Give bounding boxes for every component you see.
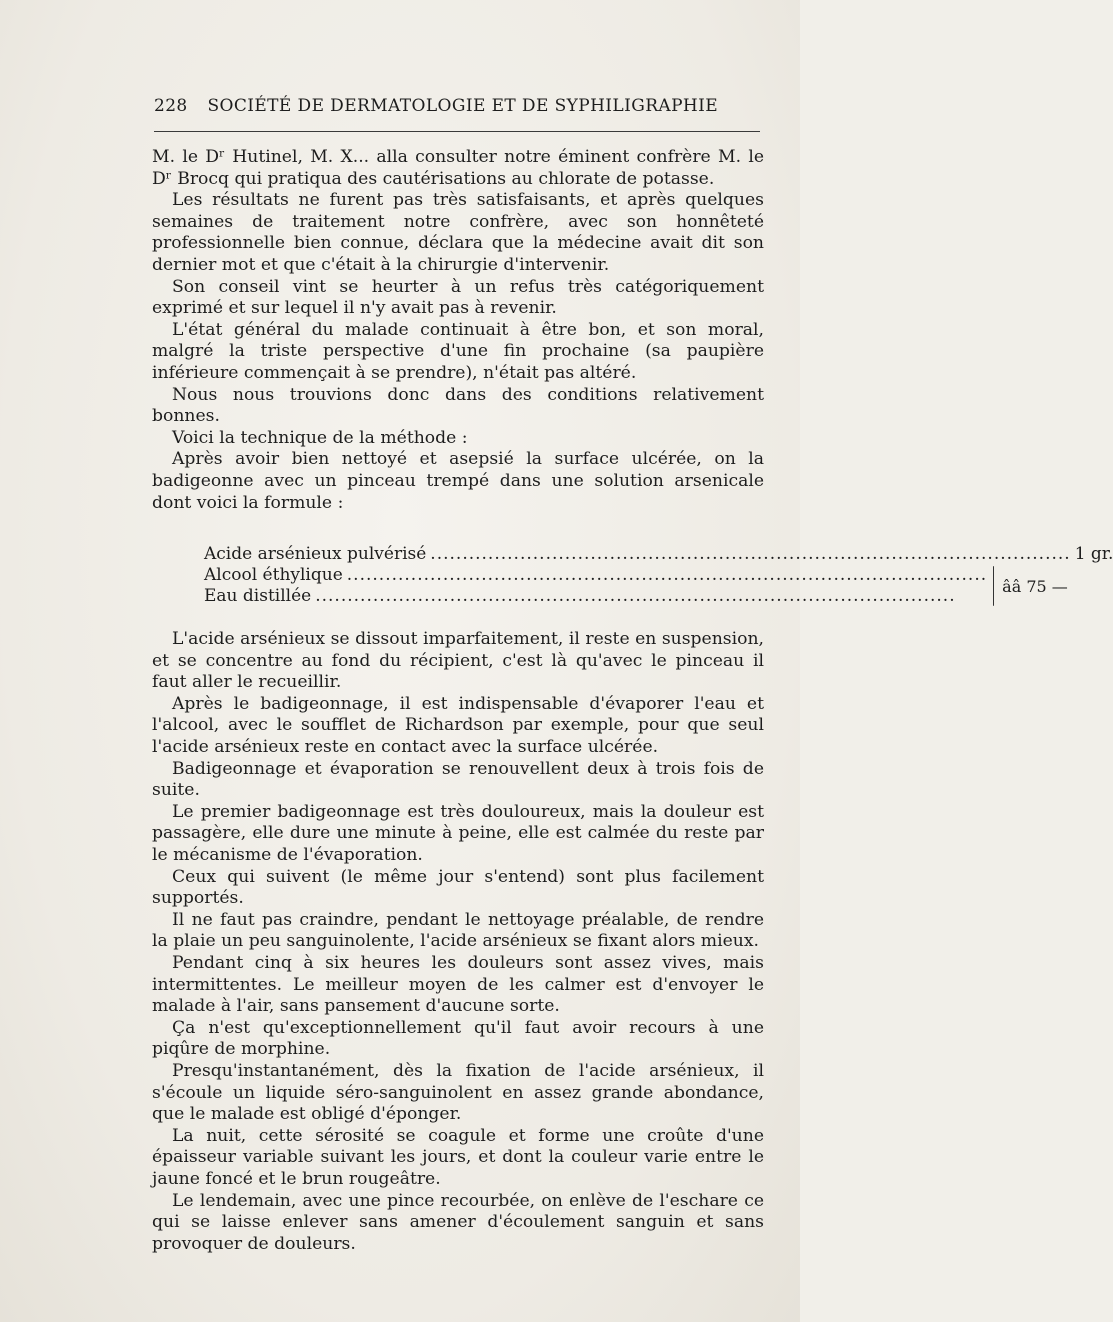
header-rule xyxy=(154,131,760,132)
paragraph: Voici la technique de la méthode : xyxy=(172,427,468,448)
dot-leader xyxy=(430,544,1070,565)
paragraph: Les résultats ne furent pas très satisfaisants, et après quelques semaines de traitement notre confrère, avec son honnêteté professionnelle bien connue, déclara que la médecine avait dit son dernier mot et que c'était à la chirurgie d'intervenir. xyxy=(152,190,764,275)
paragraph: Nous nous trouvions donc dans des conditions relativement bonnes. xyxy=(152,384,764,427)
paragraph: Il ne faut pas craindre, pendant le nettoyage préalable, de rendre la plaie un peu sanguinolente, l'acide arsénieux se fixant alors mieux. xyxy=(152,909,764,952)
paragraph: La nuit, cette sérosité se coagule et forme une croûte d'une épaisseur variable suivant les jours, et dont la couleur varie entre le jaune foncé et le brun rougeâtre. xyxy=(152,1125,764,1189)
formula-block xyxy=(204,544,1113,607)
ingredient-name: Alcool éthylique xyxy=(204,565,343,586)
paragraph: L'état général du malade continuait à être bon, et son moral, malgré la triste perspective d'une fin prochaine (sa paupière inférieure commençait à se prendre), n'était pas altéré. xyxy=(152,319,764,383)
dot-leader xyxy=(347,565,987,586)
formula-row xyxy=(204,544,1113,565)
running-header xyxy=(154,96,760,116)
paragraph: L'acide arsénieux se dissout imparfaitement, il reste en suspension, et se concentre au fond du récipient, c'est là qu'avec le pinceau il faut aller le recueillir. xyxy=(152,629,764,693)
paragraph: Pendant cinq à six heures les douleurs sont assez vives, mais intermittentes. Le meilleur moyen de les calmer est d'envoyer le malade à l'air, sans pansement d'aucune sorte. xyxy=(152,953,764,1017)
paragraph: Badigeonnage et évaporation se renouvellent deux à trois fois de suite. xyxy=(152,758,764,801)
paragraph: Le lendemain, avec une pince recourbée, on enlève de l'eschare ce qui se laisse enlever sans amener d'écoulement sanguin et sans provoquer de douleurs. xyxy=(152,1190,764,1254)
paragraph: Son conseil vint se heurter à un refus très catégoriquement exprimé et sur lequel il n'y avait pas à revenir. xyxy=(152,276,764,319)
paragraph: Après avoir bien nettoyé et asepsié la surface ulcérée, on la badigeonne avec un pinceau trempé dans une solution arsenicale dont voici la formule : xyxy=(152,449,764,513)
paragraph: Le premier badigeonnage est très douloureux, mais la douleur est passagère, elle dure une minute à peine, elle est calmée du reste par le mécanisme de l'évaporation. xyxy=(152,801,764,866)
ingredient-quantity: 1 gr. xyxy=(1074,544,1113,565)
formula-group xyxy=(204,565,1068,607)
paragraph: Ceux qui suivent (le même jour s'entend) sont plus facilement supportés. xyxy=(152,866,764,909)
group-quantity: ââ 75 — xyxy=(1002,576,1068,596)
paragraph: Presqu'instantanément, dès la fixation de l'acide arsénieux, il s'écoule un liquide séro-sanguinolent en assez grande abondance, que le malade est obligé d'éponger. xyxy=(152,1060,764,1125)
ingredient-name: Acide arsénieux pulvérisé xyxy=(204,544,427,565)
running-title: SOCIÉTÉ DE DERMATOLOGIE ET DE SYPHILIGRAPHIE xyxy=(207,96,719,116)
body-text xyxy=(152,147,1113,1255)
formula-row xyxy=(204,565,991,586)
page-number: 228 xyxy=(154,96,188,116)
paragraph: Ça n'est qu'exceptionnellement qu'il faut avoir recours à une piqûre de morphine. xyxy=(152,1017,764,1060)
formula-row xyxy=(204,586,991,607)
paragraph: M. le Dʳ Hutinel, M. X... alla consulter notre éminent confrère M. le Dʳ Brocq qui pratiqua des cautérisations au chlorate de potasse. xyxy=(152,147,764,189)
dot-leader xyxy=(315,586,987,607)
ingredient-name: Eau distillée xyxy=(204,586,312,607)
right-brace-icon xyxy=(993,566,994,606)
paragraph: Après le badigeonnage, il est indispensable d'évaporer l'eau et l'alcool, avec le soufflet de Richardson par exemple, pour que seul l'acide arsénieux reste en contact avec la surface ulcérée. xyxy=(152,693,764,758)
